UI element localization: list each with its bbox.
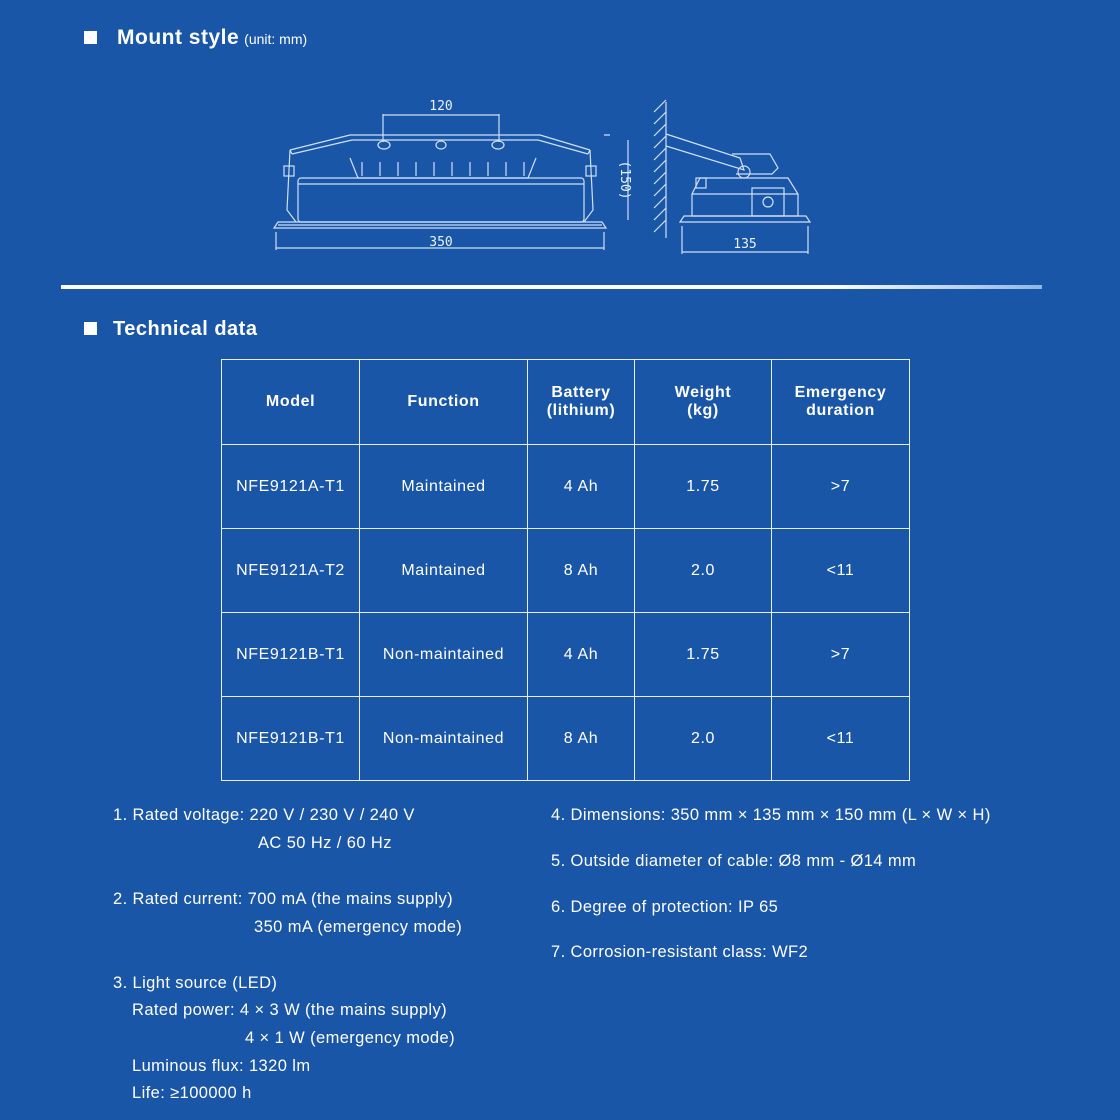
cell-function: Maintained <box>360 445 528 529</box>
cell-battery: 4 Ah <box>528 613 635 697</box>
header-model: Model <box>222 360 360 445</box>
cell-weight: 1.75 <box>635 445 772 529</box>
side-view-drawing <box>652 98 820 258</box>
height-dimension <box>606 140 636 220</box>
section-divider <box>61 285 1042 289</box>
cell-weight: 1.75 <box>635 613 772 697</box>
cell-duration: >7 <box>772 613 910 697</box>
cell-battery: 8 Ah <box>528 697 635 781</box>
front-view-drawing <box>270 90 610 260</box>
cell-model: NFE9121B-T1 <box>222 697 360 781</box>
dim-135-label: 135 <box>733 237 757 252</box>
table-header-row <box>222 360 910 445</box>
cell-weight: 2.0 <box>635 697 772 781</box>
cell-function: Non-maintained <box>360 697 528 781</box>
dim-150-label: (150) <box>617 160 632 200</box>
header-weight: Weight (kg) <box>635 360 772 445</box>
mount-style-unit: (unit: mm) <box>244 31 308 47</box>
table-row <box>222 529 910 613</box>
note-rated-voltage: 1. Rated voltage: 220 V / 230 V / 240 V <box>113 806 415 824</box>
note-protection: 6. Degree of protection: IP 65 <box>551 898 779 916</box>
cell-model: NFE9121A-T1 <box>222 445 360 529</box>
cell-duration: >7 <box>772 445 910 529</box>
note-light-source: 3. Light source (LED) <box>113 974 278 992</box>
dim-350-label: 350 <box>429 235 453 250</box>
mount-style-title: Mount style <box>117 26 240 49</box>
bullet-square-icon <box>84 322 97 335</box>
note-rated-power-emergency: 4 × 1 W (emergency mode) <box>245 1029 455 1047</box>
note-life: Life: ≥100000 h <box>132 1084 252 1102</box>
mount-style-heading <box>84 26 307 50</box>
note-corrosion: 7. Corrosion-resistant class: WF2 <box>551 943 809 961</box>
table-row <box>222 445 910 529</box>
cell-model: NFE9121A-T2 <box>222 529 360 613</box>
cell-model: NFE9121B-T1 <box>222 613 360 697</box>
note-rated-current-emergency: 350 mA (emergency mode) <box>254 918 463 936</box>
cell-battery: 8 Ah <box>528 529 635 613</box>
technical-data-heading <box>84 318 257 341</box>
cell-function: Non-maintained <box>360 613 528 697</box>
note-luminous-flux: Luminous flux: 1320 lm <box>132 1057 311 1075</box>
cell-duration: <11 <box>772 529 910 613</box>
note-rated-power: Rated power: 4 × 3 W (the mains supply) <box>132 1001 448 1019</box>
header-emergency-duration: Emergency duration <box>772 360 910 445</box>
note-rated-voltage-ac: AC 50 Hz / 60 Hz <box>258 834 392 852</box>
dim-120-label: 120 <box>429 99 453 114</box>
cell-battery: 4 Ah <box>528 445 635 529</box>
bullet-square-icon <box>84 31 97 44</box>
technical-data-title: Technical data <box>113 318 258 340</box>
header-function: Function <box>360 360 528 445</box>
cell-function: Maintained <box>360 529 528 613</box>
header-battery: Battery (lithium) <box>528 360 635 445</box>
cell-duration: <11 <box>772 697 910 781</box>
note-dimensions: 4. Dimensions: 350 mm × 135 mm × 150 mm (L × W × H) <box>551 806 991 824</box>
technical-data-table <box>221 359 910 781</box>
note-cable-diameter: 5. Outside diameter of cable: Ø8 mm - Ø14 mm <box>551 852 917 870</box>
table-row <box>222 697 910 781</box>
cell-weight: 2.0 <box>635 529 772 613</box>
note-rated-current: 2. Rated current: 700 mA (the mains supply) <box>113 890 454 908</box>
table-row <box>222 613 910 697</box>
